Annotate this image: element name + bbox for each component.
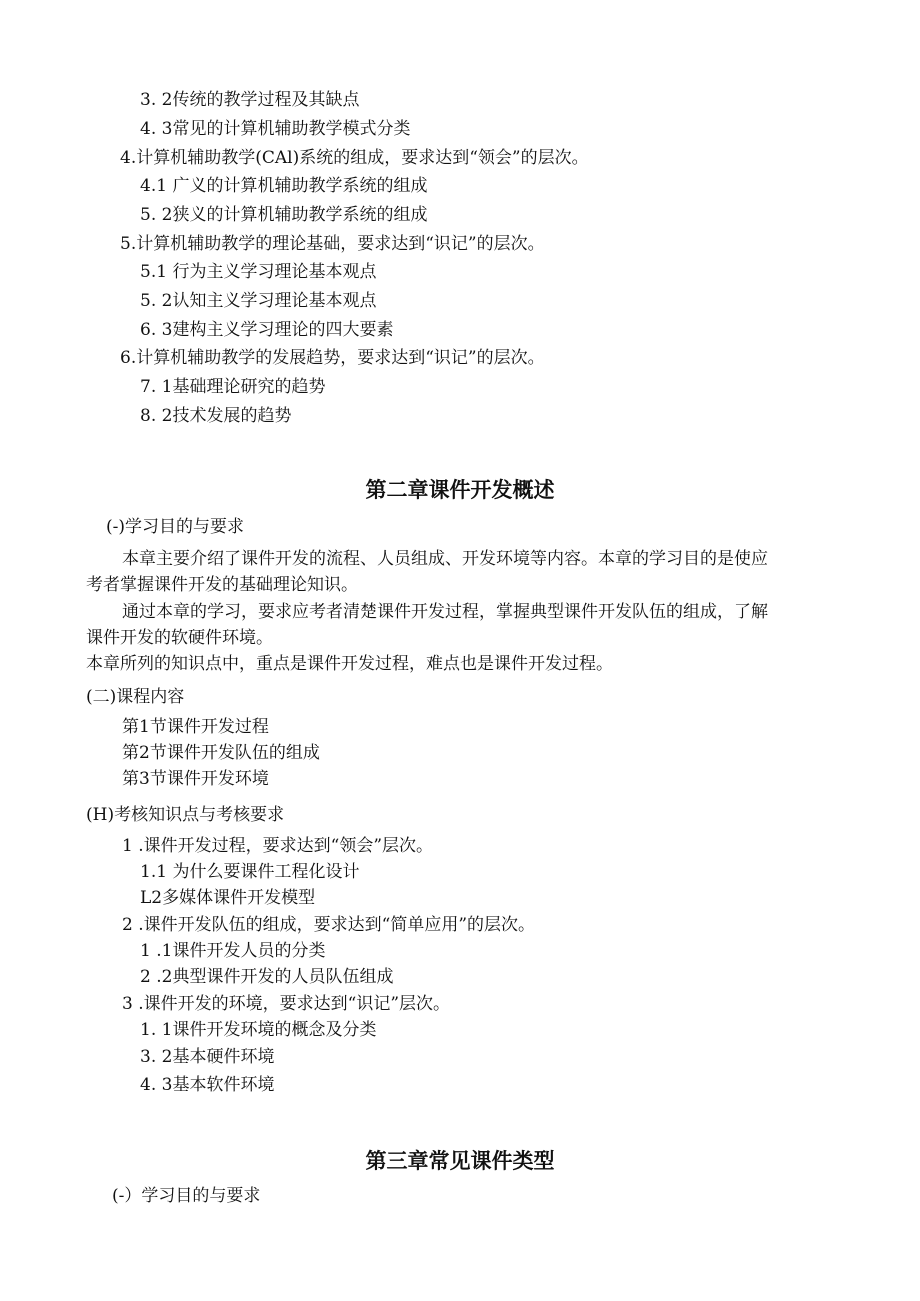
paragraph-line: 考者掌握课件开发的基础理论知识。 [86, 575, 358, 595]
list-item: L2多媒体课件开发模型 [140, 888, 316, 908]
list-item: 4.1 广义的计算机辅助教学系统的组成 [140, 176, 428, 196]
list-item: 5.计算机辅助教学的理论基础，要求达到“识记”的层次。 [120, 234, 545, 254]
section-heading: (-）学习目的与要求 [112, 1186, 261, 1206]
section-heading: (二)课程内容 [86, 687, 185, 707]
list-item: 4.计算机辅助教学(CAl)系统的组成，要求达到“领会”的层次。 [120, 148, 589, 168]
list-item: 2 .2典型课件开发的人员队伍组成 [140, 967, 394, 987]
list-item: 3 .课件开发的环境，要求达到“识记”层次。 [122, 994, 451, 1014]
paragraph-line: 本章主要介绍了课件开发的流程、人员组成、开发环境等内容。本章的学习目的是使应 [122, 549, 768, 569]
list-item: 5. 2认知主义学习理论基本观点 [140, 291, 377, 311]
list-item: 1 .课件开发过程，要求达到“领会”层次。 [122, 836, 434, 856]
list-item: 第3节课件开发环境 [122, 769, 269, 789]
list-item: 3. 2基本硬件环境 [140, 1047, 275, 1067]
paragraph-line: 通过本章的学习，要求应考者清楚课件开发过程，掌握典型课件开发队伍的组成，了解 [122, 602, 768, 622]
list-item: 2 .课件开发队伍的组成，要求达到“简单应用”的层次。 [122, 915, 536, 935]
paragraph: 本章所列的知识点中，重点是课件开发过程，难点也是课件开发过程。 [86, 654, 613, 674]
list-item: 1. 1课件开发环境的概念及分类 [140, 1020, 377, 1040]
list-item: 3. 2传统的教学过程及其缺点 [140, 90, 360, 110]
list-item: 6.计算机辅助教学的发展趋势，要求达到“识记”的层次。 [120, 348, 545, 368]
list-item: 4. 3常见的计算机辅助教学模式分类 [140, 119, 411, 139]
list-item: 8. 2技术发展的趋势 [140, 406, 292, 426]
list-item: 1 .1课件开发人员的分类 [140, 941, 326, 961]
list-item: 1.1 为什么要课件工程化设计 [140, 862, 360, 882]
list-item: 6. 3建构主义学习理论的四大要素 [140, 320, 394, 340]
list-item: 5. 2狭义的计算机辅助教学系统的组成 [140, 205, 428, 225]
list-item: 第2节课件开发队伍的组成 [122, 743, 320, 763]
chapter-title: 第二章课件开发概述 [365, 478, 555, 502]
list-item: 7. 1基础理论研究的趋势 [140, 377, 326, 397]
chapter-title: 第三章常见课件类型 [365, 1149, 555, 1173]
section-heading: (-)学习目的与要求 [106, 517, 245, 537]
section-heading: (H)考核知识点与考核要求 [86, 805, 285, 825]
list-item: 5.1 行为主义学习理论基本观点 [140, 262, 377, 282]
paragraph-line: 课件开发的软硬件环境。 [86, 628, 273, 648]
list-item: 4. 3基本软件环境 [140, 1075, 275, 1095]
list-item: 第1节课件开发过程 [122, 717, 269, 737]
